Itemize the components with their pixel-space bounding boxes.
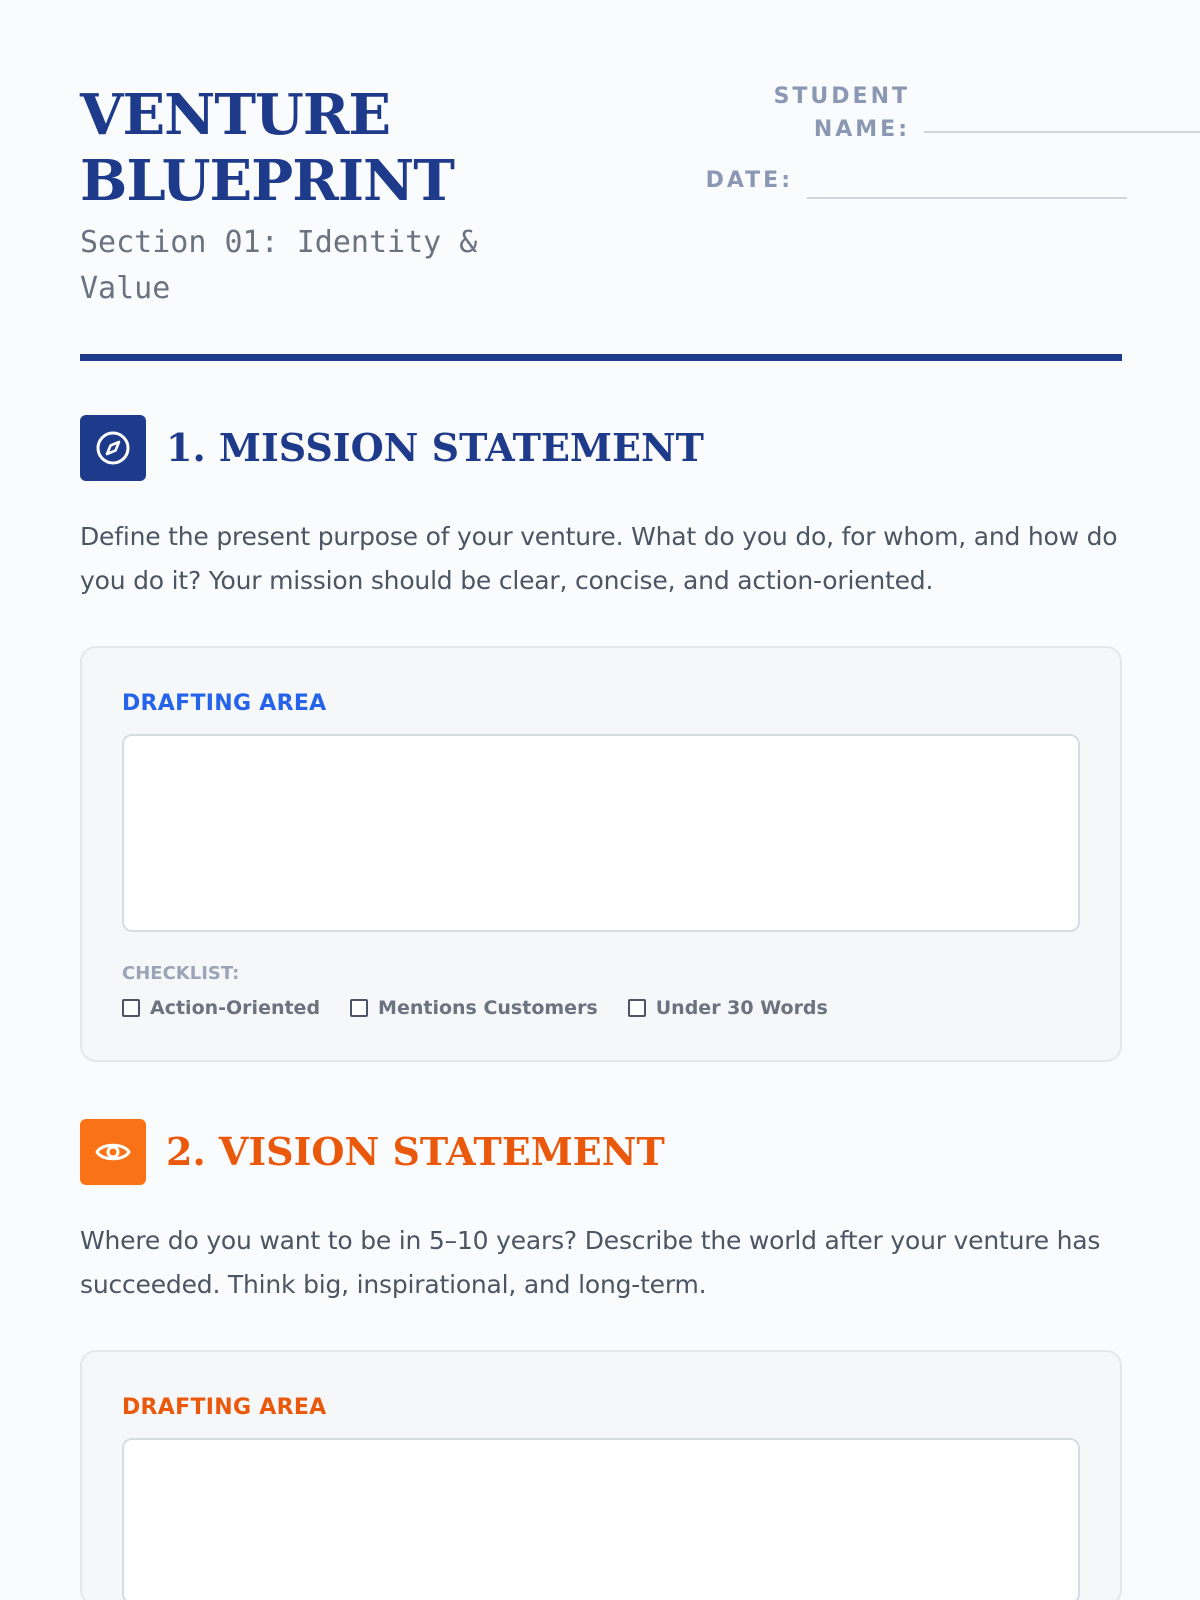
mission-section-header [80,415,1122,481]
checklist-item-under-30-words[interactable] [628,994,828,1022]
checklist-item-label: Mentions Customers [378,997,598,1019]
checkbox[interactable] [122,999,140,1017]
header-divider [80,354,1122,361]
eye-icon [80,1119,146,1185]
mission-drafting-input[interactable] [122,734,1080,932]
mission-section-title: 1. MISSION STATEMENT [166,425,704,470]
compass-icon [80,415,146,481]
vision-section-header [80,1119,1122,1185]
date-field[interactable] [807,197,1127,199]
worksheet-header [80,0,1120,360]
student-name-label: STUDENT NAME: [773,84,910,142]
checklist-item-mentions-customers[interactable] [350,994,598,1022]
mission-checklist [122,994,1080,1060]
vision-description: Where do you want to be in 5–10 years? Describe the world after your venture has succeeded. Think big, inspirational, and long-term. [80,1226,1101,1299]
checklist-item-label: Action-Oriented [150,997,321,1019]
checkbox[interactable] [350,999,368,1017]
vision-drafting-label: DRAFTING AREA [122,1395,327,1420]
vision-drafting-input[interactable] [122,1438,1080,1600]
date-label: DATE: [705,168,793,193]
mission-drafting-card [80,646,1122,1062]
page-subtitle: Section 01: Identity & Value [80,225,478,306]
vision-section [80,1119,1122,1600]
mission-description: Define the present purpose of your venture. What do you do, for whom, and how do you do it? Your mission should be clear, concise, and action-oriented. [80,522,1118,595]
checklist-item-action-oriented[interactable] [122,994,320,1022]
checklist-label: CHECKLIST: [122,963,240,984]
vision-section-title: 2. VISION STATEMENT [166,1129,665,1174]
student-name-field[interactable] [924,131,1200,133]
checkbox[interactable] [628,999,646,1017]
checklist-item-label: Under 30 Words [655,997,828,1019]
mission-drafting-label: DRAFTING AREA [122,691,327,716]
mission-section [80,415,1122,1062]
vision-drafting-card [80,1350,1122,1600]
page-title: VENTURE BLUEPRINT [80,82,454,214]
